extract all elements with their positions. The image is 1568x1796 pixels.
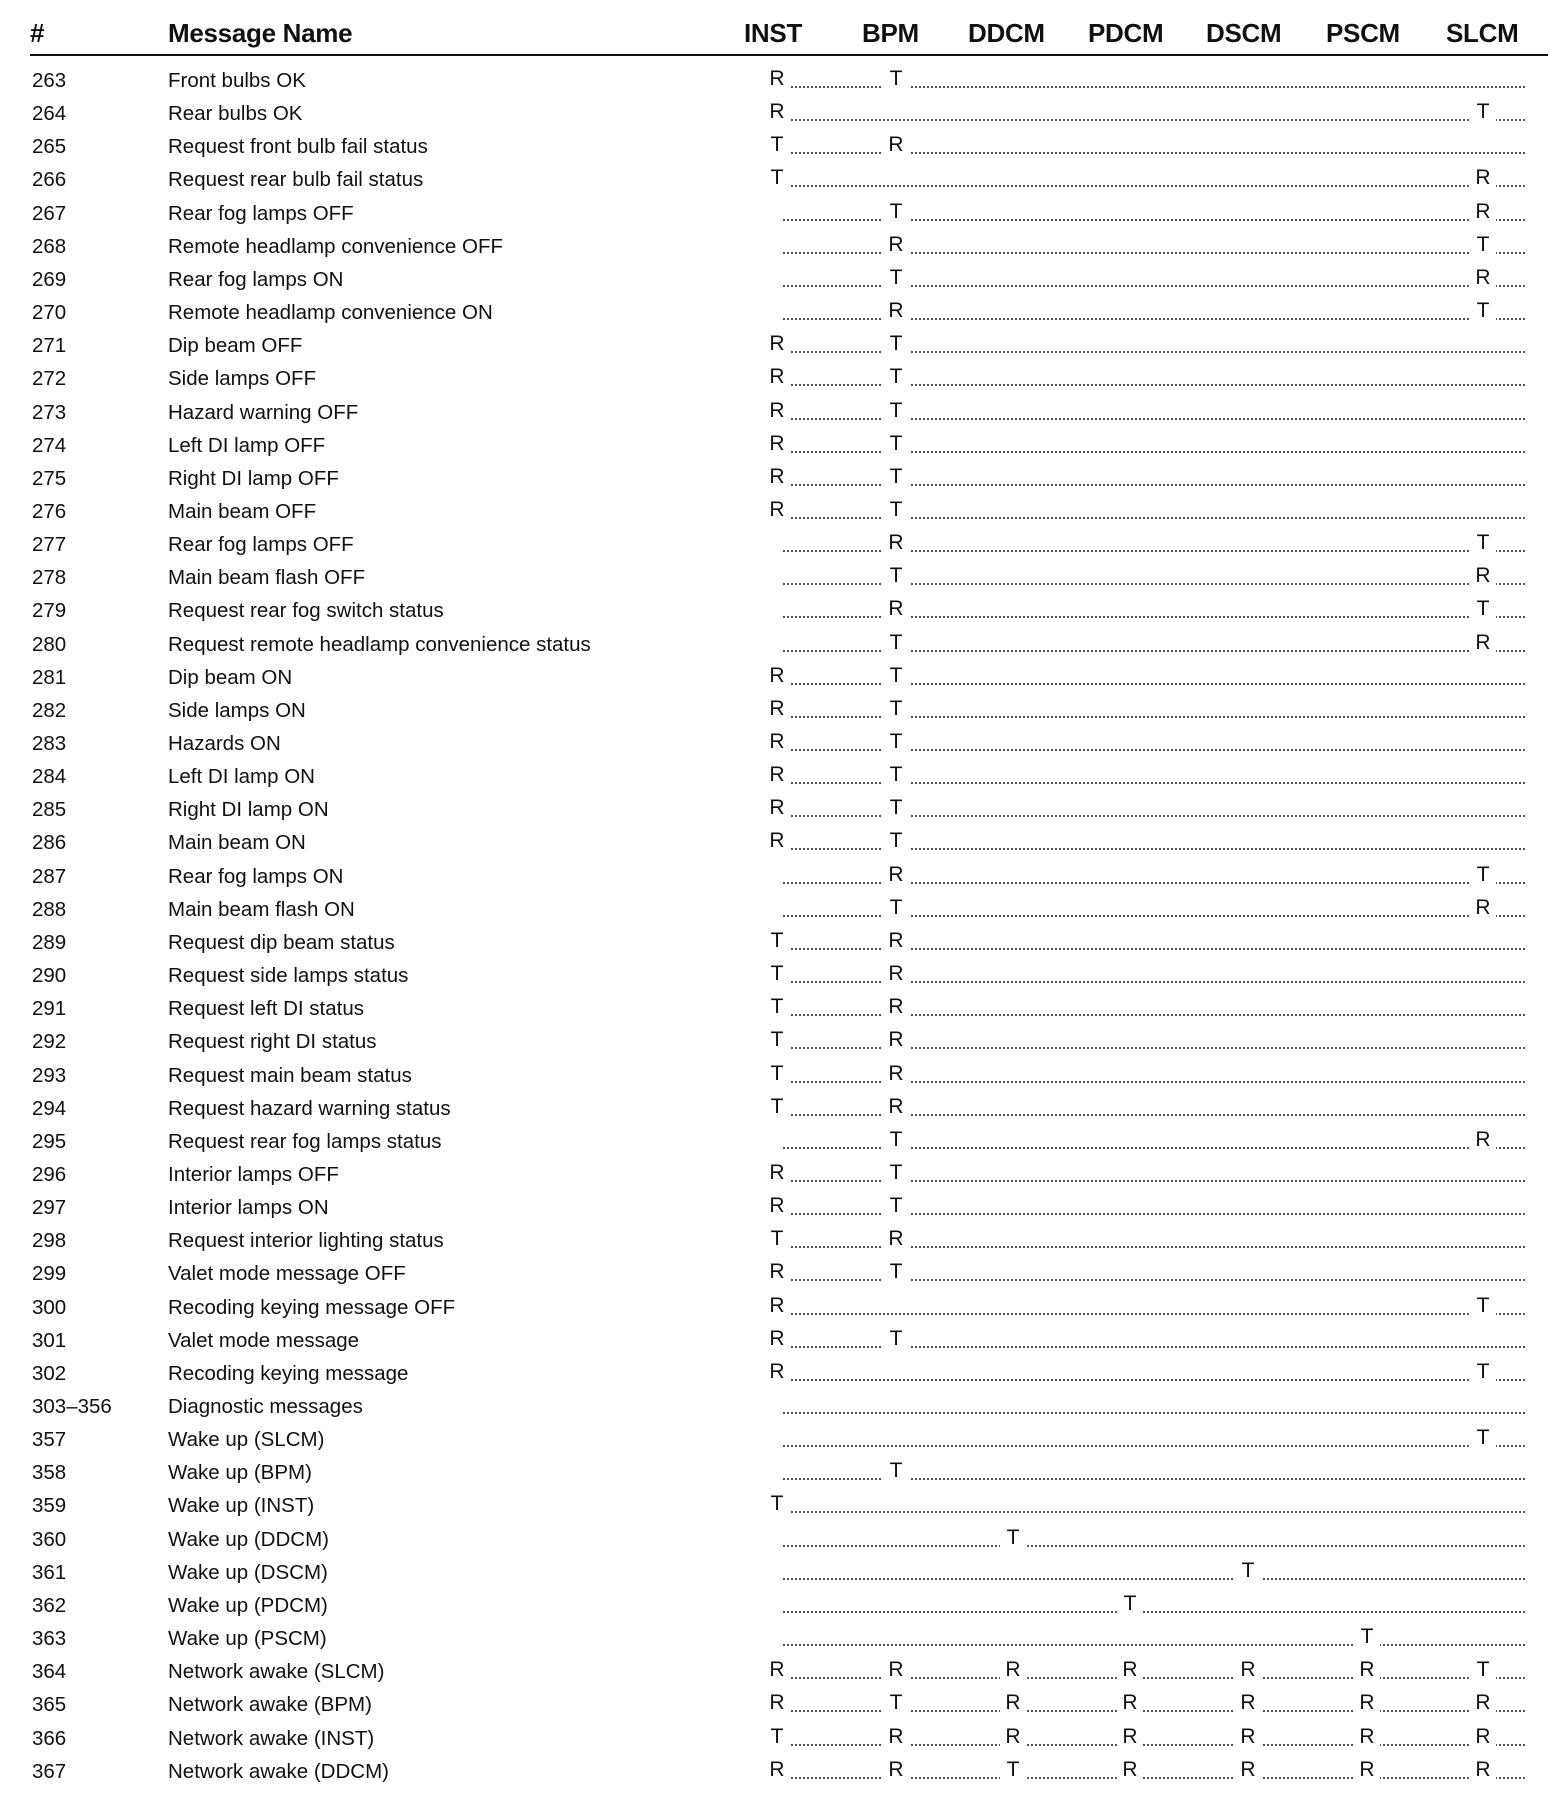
mark-inst: R: [764, 730, 790, 754]
mark-slcm: R: [1470, 631, 1496, 655]
table-row: [0, 1357, 1568, 1390]
message-number: 270: [32, 301, 67, 325]
mark-dscm: R: [1235, 1758, 1261, 1782]
table-row: [0, 329, 1568, 362]
mark-ddcm: T: [1000, 1758, 1026, 1782]
message-name: Main beam flash ON: [168, 897, 355, 921]
mark-inst: R: [764, 1758, 790, 1782]
message-name: Left DI lamp ON: [168, 765, 315, 789]
table-row: [0, 1125, 1568, 1158]
mark-inst: T: [764, 1062, 790, 1086]
table-row: [0, 1257, 1568, 1290]
table-row: [0, 64, 1568, 97]
table-row: [0, 1722, 1568, 1755]
message-number: 279: [32, 599, 67, 623]
message-name: Right DI lamp ON: [168, 798, 329, 822]
message-number: 283: [32, 732, 67, 755]
mark-pscm: T: [1354, 1625, 1380, 1649]
dot-leader: [783, 1313, 1525, 1315]
message-number: 272: [32, 367, 67, 391]
message-name: Side lamps OFF: [168, 367, 317, 391]
message-name: Remote headlamp convenience ON: [168, 301, 493, 325]
message-number: 285: [32, 798, 67, 822]
mark-bpm: R: [883, 929, 909, 953]
message-number: 362: [32, 1593, 67, 1617]
dot-leader: [783, 119, 1525, 121]
mark-bpm: R: [883, 1758, 909, 1782]
mark-bpm: R: [883, 133, 909, 157]
mark-slcm: R: [1470, 1691, 1496, 1715]
mark-bpm: R: [883, 1658, 909, 1682]
message-number: 292: [32, 1030, 67, 1054]
mark-inst: T: [764, 1492, 790, 1516]
message-name: Rear bulbs OK: [168, 102, 303, 126]
message-name: Wake up (PDCM): [168, 1593, 328, 1617]
table-row: [0, 1755, 1568, 1788]
message-number: 302: [32, 1361, 67, 1385]
mark-bpm: T: [883, 1194, 909, 1218]
message-name: Interior lamps OFF: [168, 1162, 339, 1186]
mark-slcm: T: [1470, 100, 1496, 124]
table-row: [0, 230, 1568, 263]
mark-inst: R: [764, 829, 790, 853]
mark-dscm: T: [1235, 1559, 1261, 1583]
table-row: [0, 661, 1568, 694]
message-name: Wake up (BPM): [168, 1461, 312, 1485]
message-name: Request dip beam status: [168, 930, 395, 954]
mark-ddcm: R: [1000, 1725, 1026, 1749]
table-row: [0, 628, 1568, 661]
dot-leader: [783, 1445, 1525, 1447]
message-name: Request rear fog lamps status: [168, 1129, 442, 1153]
mark-inst: T: [764, 133, 790, 157]
mark-inst: R: [764, 1161, 790, 1185]
mark-pscm: R: [1354, 1658, 1380, 1682]
mark-inst: R: [764, 1194, 790, 1218]
mark-slcm: T: [1470, 1294, 1496, 1318]
message-number: 367: [32, 1759, 67, 1783]
mark-bpm: R: [883, 1028, 909, 1052]
mark-bpm: R: [883, 1227, 909, 1251]
mark-pdcm: T: [1117, 1592, 1143, 1616]
mark-slcm: T: [1470, 233, 1496, 257]
dot-leader: [783, 1545, 1525, 1547]
mark-inst: R: [764, 763, 790, 787]
mark-slcm: T: [1470, 299, 1496, 323]
table-row: [0, 1589, 1568, 1622]
message-number: 366: [32, 1726, 67, 1750]
mark-pscm: R: [1354, 1691, 1380, 1715]
mark-bpm: T: [883, 664, 909, 688]
table-row: [0, 1655, 1568, 1688]
header-number: #: [30, 18, 45, 48]
message-number: 282: [32, 698, 67, 722]
header-dscm: DSCM: [1206, 18, 1282, 48]
mark-bpm: T: [883, 399, 909, 423]
mark-inst: T: [764, 1227, 790, 1251]
message-number: 284: [32, 765, 67, 789]
mark-slcm: R: [1470, 200, 1496, 224]
mark-bpm: T: [883, 498, 909, 522]
message-name: Request front bulb fail status: [168, 135, 428, 159]
message-name: Request main beam status: [168, 1063, 412, 1087]
table-row: [0, 130, 1568, 163]
message-name: Rear fog lamps ON: [168, 864, 344, 888]
table-row: [0, 760, 1568, 793]
mark-bpm: R: [883, 233, 909, 257]
message-number: 299: [32, 1262, 67, 1286]
mark-slcm: T: [1470, 863, 1496, 887]
mark-inst: R: [764, 664, 790, 688]
message-name: Dip beam ON: [168, 665, 293, 689]
mark-inst: T: [764, 1095, 790, 1119]
table-row: [0, 694, 1568, 727]
mark-bpm: T: [883, 1327, 909, 1351]
dot-leader: [783, 185, 1525, 187]
mark-inst: R: [764, 498, 790, 522]
mark-pdcm: R: [1117, 1658, 1143, 1682]
message-name: Diagnostic messages: [168, 1395, 363, 1418]
message-number: 297: [32, 1196, 67, 1220]
mark-bpm: T: [883, 1260, 909, 1284]
message-number: 264: [32, 102, 67, 126]
table-row: [0, 197, 1568, 230]
table-row: [0, 1059, 1568, 1092]
message-number: 288: [32, 897, 67, 921]
mark-bpm: T: [883, 730, 909, 754]
mark-slcm: T: [1470, 1426, 1496, 1450]
dot-leader: [783, 1511, 1525, 1513]
message-name: Wake up (DSCM): [168, 1560, 328, 1584]
mark-bpm: R: [883, 1095, 909, 1119]
message-name: Valet mode message: [168, 1328, 360, 1352]
message-name: Rear fog lamps ON: [168, 267, 344, 291]
mark-inst: R: [764, 1294, 790, 1318]
table-row: [0, 926, 1568, 959]
table-row: [0, 893, 1568, 926]
mark-inst: R: [764, 697, 790, 721]
message-number: 267: [32, 201, 67, 225]
table-row: [0, 1688, 1568, 1721]
table-row: [0, 992, 1568, 1025]
message-number: 274: [32, 433, 67, 457]
header-rule: [30, 54, 1548, 56]
message-name: Main beam flash OFF: [168, 566, 366, 590]
message-number: 294: [32, 1096, 67, 1120]
message-name: Right DI lamp OFF: [168, 466, 339, 490]
mark-inst: R: [764, 796, 790, 820]
table-row: [0, 362, 1568, 395]
table-row: [0, 1158, 1568, 1191]
message-name: Wake up (PSCM): [168, 1627, 327, 1651]
mark-bpm: T: [883, 200, 909, 224]
table-row: [0, 1423, 1568, 1456]
message-number: 271: [32, 334, 67, 358]
message-name: Recoding keying message OFF: [168, 1295, 456, 1319]
message-name: Wake up (SLCM): [168, 1428, 325, 1452]
mark-bpm: R: [883, 995, 909, 1019]
mark-inst: R: [764, 1691, 790, 1715]
message-name: Network awake (INST): [168, 1726, 375, 1750]
message-number: 300: [32, 1295, 67, 1319]
mark-slcm: R: [1470, 564, 1496, 588]
message-number: 303–356: [32, 1395, 112, 1418]
mark-pdcm: R: [1117, 1725, 1143, 1749]
message-number: 269: [32, 267, 67, 291]
message-number: 276: [32, 499, 67, 523]
table-row: [0, 1291, 1568, 1324]
mark-bpm: T: [883, 1459, 909, 1483]
mark-inst: T: [764, 166, 790, 190]
message-name: Network awake (BPM): [168, 1693, 372, 1717]
mark-ddcm: R: [1000, 1658, 1026, 1682]
mark-bpm: T: [883, 1161, 909, 1185]
mark-inst: R: [764, 432, 790, 456]
table-row: [0, 462, 1568, 495]
table-row: [0, 1025, 1568, 1058]
message-name: Request rear bulb fail status: [168, 168, 424, 192]
table-row: [0, 1390, 1568, 1423]
mark-ddcm: T: [1000, 1526, 1026, 1550]
mark-bpm: T: [883, 1691, 909, 1715]
message-name: Request side lamps status: [168, 964, 409, 988]
mark-inst: T: [764, 929, 790, 953]
header-bpm: BPM: [862, 18, 919, 48]
message-number: 364: [32, 1660, 67, 1684]
header-pscm: PSCM: [1326, 18, 1400, 48]
message-name: Left DI lamp OFF: [168, 433, 326, 457]
mark-bpm: T: [883, 465, 909, 489]
mark-bpm: R: [883, 531, 909, 555]
header-slcm: SLCM: [1446, 18, 1519, 48]
mark-slcm: R: [1470, 166, 1496, 190]
table-row: [0, 528, 1568, 561]
mark-bpm: R: [883, 962, 909, 986]
table-row: [0, 860, 1568, 893]
mark-bpm: R: [883, 863, 909, 887]
table-row: [0, 1092, 1568, 1125]
message-number: 365: [32, 1693, 67, 1717]
mark-inst: T: [764, 995, 790, 1019]
message-number: 359: [32, 1494, 67, 1518]
message-name: Request right DI status: [168, 1030, 377, 1054]
message-number: 295: [32, 1129, 67, 1153]
message-number: 301: [32, 1328, 67, 1352]
message-number: 358: [32, 1461, 67, 1485]
message-name: Remote headlamp convenience OFF: [168, 234, 504, 258]
table-row: [0, 263, 1568, 296]
table-row: [0, 163, 1568, 196]
dot-leader: [783, 1379, 1525, 1381]
mark-bpm: R: [883, 1062, 909, 1086]
table-row: [0, 561, 1568, 594]
dot-leader: [783, 1412, 1525, 1414]
table-row: [0, 1191, 1568, 1224]
mark-bpm: T: [883, 266, 909, 290]
message-number: 290: [32, 964, 67, 988]
table-row: [0, 1556, 1568, 1589]
table-row: [0, 97, 1568, 130]
mark-bpm: T: [883, 67, 909, 91]
mark-bpm: T: [883, 564, 909, 588]
mark-slcm: T: [1470, 597, 1496, 621]
mark-inst: R: [764, 67, 790, 91]
mark-inst: R: [764, 1260, 790, 1284]
mark-bpm: T: [883, 763, 909, 787]
message-number: 263: [32, 69, 67, 92]
header-ddcm: DDCM: [968, 18, 1045, 48]
message-number: 296: [32, 1162, 67, 1186]
message-number: 291: [32, 997, 67, 1021]
message-name: Main beam OFF: [168, 499, 317, 523]
mark-inst: R: [764, 465, 790, 489]
message-name: Network awake (DDCM): [168, 1759, 389, 1783]
message-number: 273: [32, 400, 67, 424]
dot-leader: [783, 1578, 1525, 1580]
message-name: Front bulbs OK: [168, 69, 306, 92]
mark-slcm: R: [1470, 1725, 1496, 1749]
message-name: Request left DI status: [168, 997, 364, 1021]
message-name: Dip beam OFF: [168, 334, 303, 358]
mark-bpm: T: [883, 697, 909, 721]
table-row: [0, 959, 1568, 992]
mark-slcm: T: [1470, 1360, 1496, 1384]
table-row: [0, 296, 1568, 329]
mark-slcm: R: [1470, 266, 1496, 290]
message-number: 268: [32, 234, 67, 258]
message-name: Main beam ON: [168, 831, 306, 855]
message-number: 277: [32, 533, 67, 557]
message-name: Hazard warning OFF: [168, 400, 359, 424]
dot-leader: [783, 1644, 1525, 1646]
mark-bpm: T: [883, 365, 909, 389]
message-number: 363: [32, 1627, 67, 1651]
mark-slcm: R: [1470, 1128, 1496, 1152]
mark-slcm: T: [1470, 1658, 1496, 1682]
mark-pscm: R: [1354, 1758, 1380, 1782]
mark-bpm: R: [883, 299, 909, 323]
table-row: [0, 1489, 1568, 1522]
message-number: 287: [32, 864, 67, 888]
table-row: [0, 1324, 1568, 1357]
message-name: Wake up (DDCM): [168, 1527, 329, 1551]
mark-dscm: R: [1235, 1725, 1261, 1749]
mark-slcm: T: [1470, 531, 1496, 555]
mark-bpm: T: [883, 332, 909, 356]
table-row: [0, 396, 1568, 429]
mark-bpm: T: [883, 631, 909, 655]
mark-inst: R: [764, 365, 790, 389]
mark-inst: T: [764, 1725, 790, 1749]
mark-dscm: R: [1235, 1658, 1261, 1682]
table-row: [0, 1224, 1568, 1257]
message-number: 361: [32, 1560, 67, 1584]
mark-ddcm: R: [1000, 1691, 1026, 1715]
table-row: [0, 495, 1568, 528]
message-name: Recoding keying message: [168, 1361, 409, 1385]
message-number: 293: [32, 1063, 67, 1087]
mark-bpm: R: [883, 597, 909, 621]
dot-leader: [783, 1611, 1525, 1613]
message-name: Interior lamps ON: [168, 1196, 329, 1220]
table-row: [0, 594, 1568, 627]
mark-inst: R: [764, 332, 790, 356]
mark-inst: R: [764, 399, 790, 423]
message-number: 360: [32, 1527, 67, 1551]
mark-inst: R: [764, 1360, 790, 1384]
table-row: [0, 1523, 1568, 1556]
mark-bpm: T: [883, 896, 909, 920]
message-name: Request interior lighting status: [168, 1229, 444, 1253]
mark-slcm: R: [1470, 896, 1496, 920]
message-name: Rear fog lamps OFF: [168, 201, 354, 225]
message-name: Network awake (SLCM): [168, 1660, 385, 1684]
mark-bpm: T: [883, 796, 909, 820]
message-name: Valet mode message OFF: [168, 1262, 406, 1286]
table-row: [0, 793, 1568, 826]
message-name: Rear fog lamps OFF: [168, 533, 354, 557]
message-number: 289: [32, 930, 67, 954]
message-number: 278: [32, 566, 67, 590]
mark-pscm: R: [1354, 1725, 1380, 1749]
mark-inst: R: [764, 100, 790, 124]
mark-inst: R: [764, 1658, 790, 1682]
mark-inst: T: [764, 962, 790, 986]
header-inst: INST: [744, 18, 803, 48]
table-row: [0, 1622, 1568, 1655]
header-message-name: Message Name: [168, 18, 353, 48]
message-name: Wake up (INST): [168, 1494, 315, 1518]
message-number: 357: [32, 1428, 67, 1452]
mark-bpm: T: [883, 1128, 909, 1152]
message-number: 281: [32, 665, 67, 689]
mark-dscm: R: [1235, 1691, 1261, 1715]
mark-slcm: R: [1470, 1758, 1496, 1782]
message-number: 275: [32, 466, 67, 490]
message-number: 286: [32, 831, 67, 855]
message-number: 266: [32, 168, 67, 192]
message-name: Request remote headlamp convenience status: [168, 632, 591, 656]
message-number: 298: [32, 1229, 67, 1253]
mark-bpm: R: [883, 1725, 909, 1749]
mark-inst: R: [764, 1327, 790, 1351]
message-name: Request rear fog switch status: [168, 599, 444, 623]
mark-bpm: T: [883, 829, 909, 853]
message-name: Side lamps ON: [168, 698, 306, 722]
mark-bpm: T: [883, 432, 909, 456]
message-number: 265: [32, 135, 67, 159]
mark-pdcm: R: [1117, 1758, 1143, 1782]
table-row: [0, 727, 1568, 760]
table-row: [0, 1456, 1568, 1489]
table-row: [0, 826, 1568, 859]
mark-inst: T: [764, 1028, 790, 1052]
message-name: Request hazard warning status: [168, 1096, 451, 1120]
message-number: 280: [32, 632, 67, 656]
message-name: Hazards ON: [168, 732, 281, 755]
table-row: [0, 429, 1568, 462]
mark-pdcm: R: [1117, 1691, 1143, 1715]
header-pdcm: PDCM: [1088, 18, 1164, 48]
